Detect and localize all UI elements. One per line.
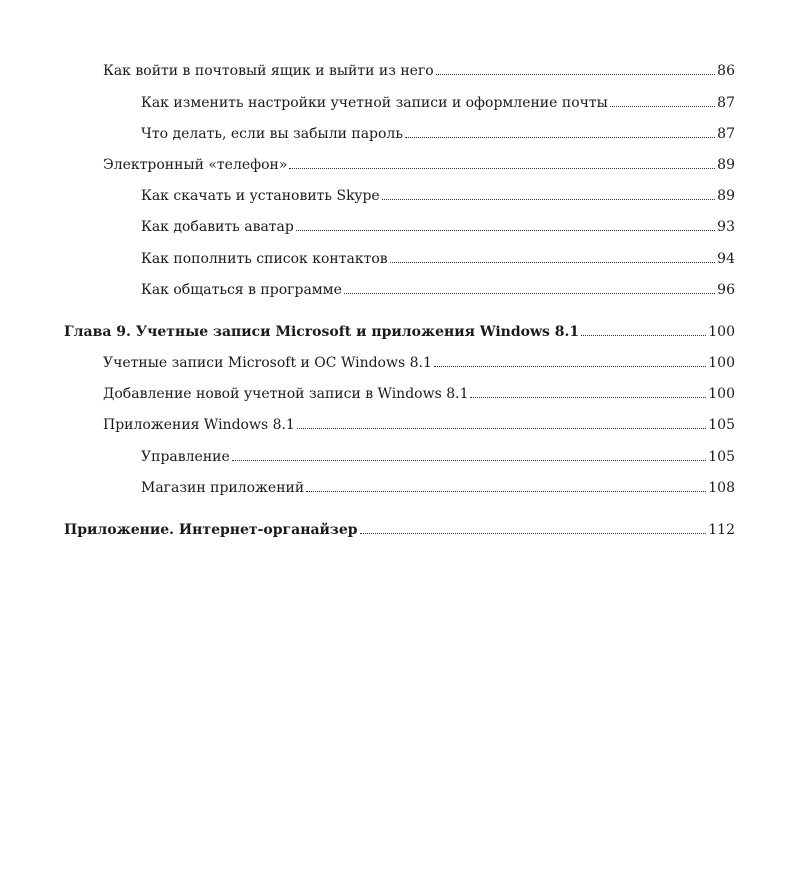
dot-leader — [436, 74, 715, 75]
toc-entry-title: Управление — [141, 449, 230, 465]
dot-leader — [297, 428, 706, 429]
dot-leader — [344, 293, 715, 294]
toc-entry-title: Как пополнить список контактов — [141, 251, 388, 267]
dot-leader — [610, 106, 715, 107]
toc-entry-title: Электронный «телефон» — [103, 157, 288, 173]
toc-entry-page: 94 — [717, 251, 735, 267]
toc-entry[interactable] — [141, 187, 735, 205]
toc-entry[interactable] — [103, 62, 735, 80]
dot-leader — [296, 230, 715, 231]
toc-entry-title: Глава 9. Учетные записи Microsoft и приложения Windows 8.1 — [64, 324, 580, 340]
toc-entry[interactable] — [103, 354, 735, 372]
toc-chapter-entry[interactable] — [64, 323, 735, 341]
toc-entry-page: 86 — [717, 63, 735, 79]
toc-entry-title: Приложения Windows 8.1 — [103, 417, 295, 433]
dot-leader — [405, 137, 715, 138]
toc-entry[interactable] — [141, 94, 735, 112]
toc-chapter-entry[interactable] — [64, 521, 735, 539]
dot-leader — [382, 199, 715, 200]
dot-leader — [306, 491, 706, 492]
dot-leader — [289, 168, 715, 169]
dot-leader — [360, 533, 707, 534]
toc-entry-title: Магазин приложений — [141, 480, 305, 496]
toc-entry-page: 105 — [708, 449, 735, 465]
toc-entry[interactable] — [141, 479, 735, 497]
toc-entry-title: Что делать, если вы забыли пароль — [141, 126, 403, 142]
toc-entry-page: 100 — [708, 324, 735, 340]
dot-leader — [232, 460, 707, 461]
toc-entry-page: 96 — [717, 282, 735, 298]
toc-entry-page: 93 — [717, 219, 735, 235]
toc-entry-title: Как войти в почтовый ящик и выйти из него — [103, 63, 434, 79]
toc-entry-page: 105 — [708, 417, 735, 433]
toc-entry-page: 112 — [708, 522, 735, 538]
toc-entry-title: Как общаться в программе — [141, 282, 342, 298]
toc-entry[interactable] — [141, 218, 735, 236]
toc-entry[interactable] — [103, 385, 735, 403]
toc-entry-title: Как изменить настройки учетной записи и оформление почты — [141, 95, 608, 111]
toc-entry-page: 87 — [717, 95, 735, 111]
toc-entry-page: 89 — [717, 157, 735, 173]
toc-entry-page: 89 — [717, 188, 735, 204]
dot-leader — [581, 335, 706, 336]
toc-entry[interactable] — [141, 281, 735, 299]
dot-leader — [390, 262, 716, 263]
dot-leader — [470, 397, 706, 398]
toc-entry-page: 100 — [708, 355, 735, 371]
toc-entry-title: Добавление новой учетной записи в Windows 8.1 — [103, 386, 469, 402]
toc-entry-page: 108 — [708, 480, 735, 496]
toc-entry-page: 87 — [717, 126, 735, 142]
toc-entry-page: 100 — [708, 386, 735, 402]
toc-entry[interactable] — [103, 416, 735, 434]
toc-entry-title: Как добавить аватар — [141, 219, 294, 235]
toc-entry[interactable] — [103, 156, 735, 174]
dot-leader — [434, 366, 706, 367]
toc-entry-title: Как скачать и установить Skype — [141, 188, 380, 204]
toc-entry[interactable] — [141, 250, 735, 268]
toc-entry-title: Учетные записи Microsoft и ОС Windows 8.1 — [103, 355, 432, 371]
toc-entry-title: Приложение. Интернет-органайзер — [64, 522, 358, 538]
toc-entry[interactable] — [141, 125, 735, 143]
toc-entry[interactable] — [141, 448, 735, 466]
